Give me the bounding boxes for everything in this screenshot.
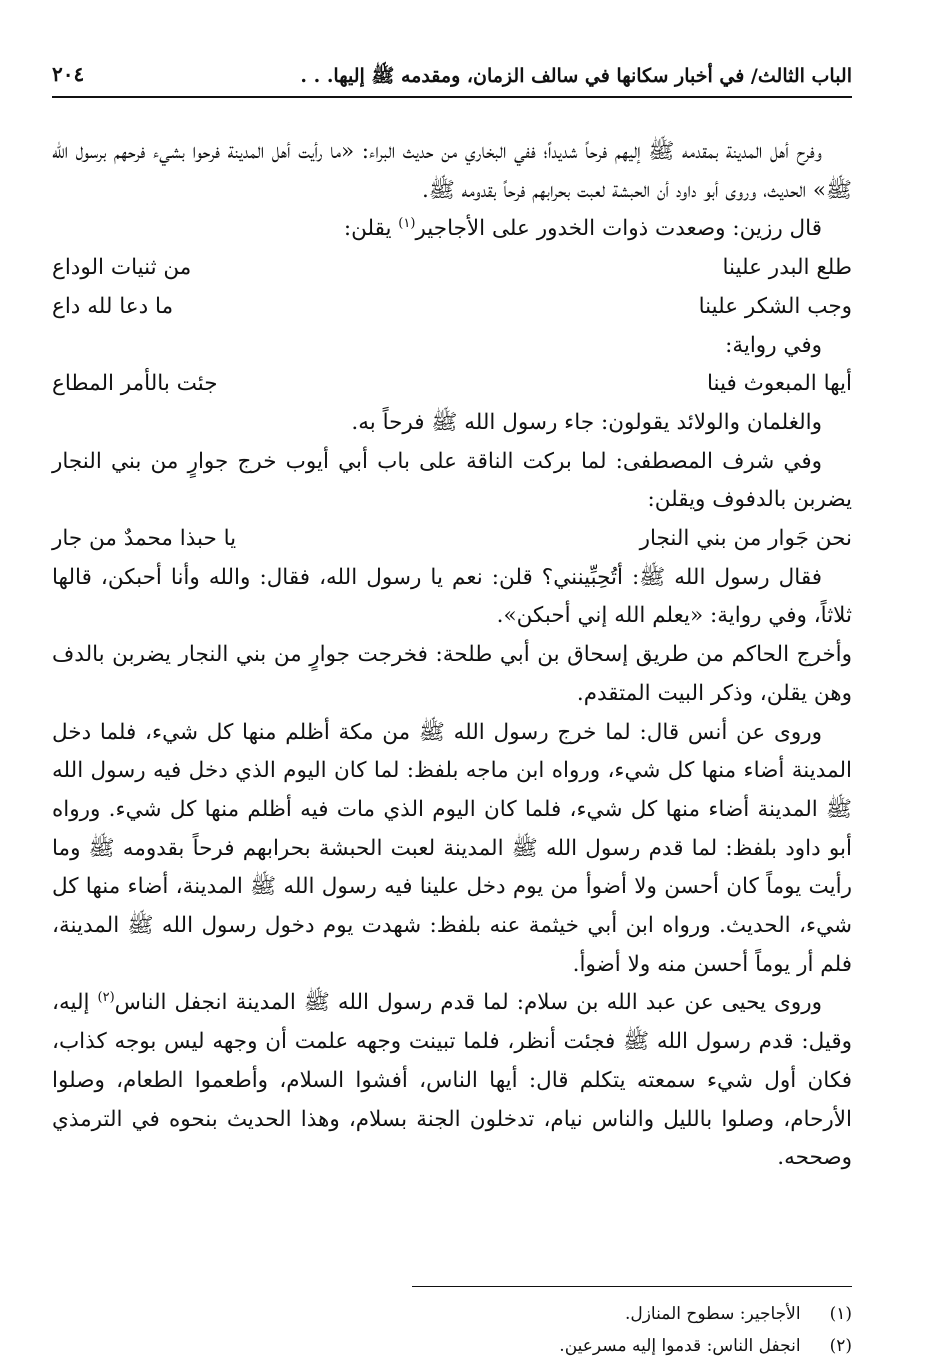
paragraph-boys-girls: والغلمان والولائد يقولون: جاء رسول الله ﷺ فرحاً به. <box>351 409 822 435</box>
footnote-1 <box>52 1298 852 1330</box>
verse-1-first-hemistich: طلع البدر علينا <box>722 255 852 281</box>
page-number: ٢٠٤ <box>52 62 85 86</box>
body-text <box>52 133 852 1178</box>
footnote-2-text: انجفل الناس: قدموا إليه مسرعين. <box>559 1336 801 1356</box>
razin-text: قال رزين: وصعدت ذوات الخدور على الأجاجير <box>415 216 822 242</box>
footnote-1-text: الأجاجير: سطوح المنازل. <box>624 1304 801 1324</box>
paragraph-arrival-joy: وفرح أهل المدينة بمقدمه ﷺ إليهم فرحاً شديداً؛ ففي البخاري من حديث البراء: «ما رأيت أهل المدينة فرحوا بشيء فرحهم برسول الله ﷺ» الحديث، وروى أبو داود أن الحبشة لعبت بحرابهم فرحاً بقدومه ﷺ. <box>52 139 852 203</box>
verse-2-second-hemistich: ما دعا لله داع <box>52 293 174 319</box>
paragraph-anas: وروى عن أنس قال: لما خرج رسول الله ﷺ من مكة أظلم منها كل شيء، فلما دخل المدينة أضاء منها كل شيء، ورواه ابن ماجه بلفظ: لما كان اليوم الذي دخل فيه رسول الله ﷺ المدينة أضاء منها كل شيء، فلما كان اليوم الذي مات فيه أظلم منها كل شيء. ورواه أبو داود بلفظ: لما قدم رسول الله ﷺ المدينة لعبت الحبشة بحرابهم فرحاً بقدومه ﷺ وما رأيت يوماً كان أحسن ولا أضوأ من يوم دخل علينا فيه رسول الله ﷺ المدينة، أضاء منها كل شيء، الحديث. ورواه ابن أبي خيثمة عنه بلفظ: شهدت يوم دخول رسول الله ﷺ المدينة، فلم أر يوماً أحسن منه ولا أضوأ. <box>52 719 852 977</box>
paragraph-hakim: وأخرج الحاكم من طريق إسحاق بن أبي طلحة: فخرجت جوارٍ من بني النجار يضربن بالدف وهن يقلن، وذكر البيت المتقدم. <box>52 642 852 706</box>
salam-text-end: إليه، وقيل: قدم رسول الله ﷺ فجئت أنظر، فلما تبينت وجهه علمت أن وجهه ليس بوجه كذاب، فكان أول شيء سمعته يتكلم قال: أيها الناس، أفشوا السلام، وأطعموا الطعام، وصلوا الأرحام، وصلوا بالليل والناس نيام، تدخلون الجنة بسلام، وهذا الحديث بنحوه في الترمذي وصححه. <box>52 990 852 1171</box>
footnote-separator <box>412 1286 852 1287</box>
verse-4-second-hemistich: يا حبذا محمدٌ من جار <box>52 526 237 552</box>
footnote-1-number: (١) <box>829 1304 852 1324</box>
footnote-ref-2: (٢) <box>97 990 115 1006</box>
book-page <box>52 58 852 1356</box>
paragraph-do-you-love-me: فقال رسول الله ﷺ: أتُحِبِّينني؟ قلن: نعم يا رسول الله، فقال: والله وأنا أحبكن، قالها ثلاثاً، وفي رواية: «يعلم الله إني أحبكن». <box>52 564 852 629</box>
salam-text: وروى يحيى عن عبد الله بن سلام: لما قدم رسول الله ﷺ المدينة انجفل الناس <box>114 990 822 1016</box>
verse-3-first-hemistich: أيها المبعوث فينا <box>706 371 852 397</box>
verse-2-first-hemistich: وجب الشكر علينا <box>698 293 852 319</box>
footnotes <box>52 1298 852 1362</box>
footnote-2 <box>52 1330 852 1362</box>
paragraph-razin <box>52 210 852 249</box>
footnote-ref-1: (١) <box>398 216 416 232</box>
paragraph-another-narration: وفي رواية: <box>725 332 822 358</box>
paragraph-abdullah-salam <box>52 984 852 1178</box>
poem-verse-2 <box>52 288 852 327</box>
chapter-title: الباب الثالث/ في أخبار سكانها في سالف الزمان، ومقدمه ﷺ إليها. . . <box>300 65 852 87</box>
razin-text-end: يقلن: <box>343 216 392 242</box>
verse-1-second-hemistich: من ثنيات الوداع <box>52 255 192 281</box>
paragraph-sharaf-mustafa: وفي شرف المصطفى: لما بركت الناقة على باب أبي أيوب خرج جوارٍ من بني النجار يضربن بالدفوف ويقلن: <box>52 448 852 513</box>
footnote-2-number: (٢) <box>829 1336 852 1356</box>
poem-verse-1 <box>52 249 852 288</box>
verse-4-first-hemistich: نحن جَوار من بني النجار <box>639 526 852 552</box>
poem-verse-3 <box>52 365 852 404</box>
running-header <box>52 58 852 98</box>
poem-verse-4 <box>52 520 852 559</box>
verse-3-second-hemistich: جئت بالأمر المطاع <box>52 371 218 397</box>
